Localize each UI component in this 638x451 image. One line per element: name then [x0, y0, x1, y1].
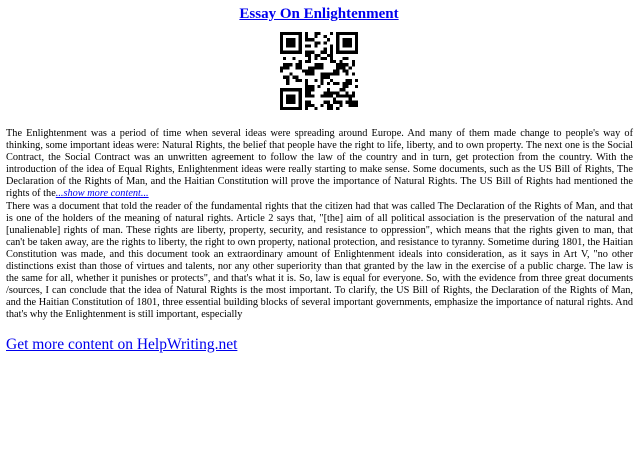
show-more-link[interactable]: ...show more content... — [55, 188, 149, 200]
paragraph — [6, 201, 633, 322]
title-link[interactable]: Essay On Enlightenment — [239, 6, 399, 22]
document-body — [6, 128, 633, 322]
page-title — [0, 5, 638, 23]
paragraph-text: The Enlightenment was a period of time when several ideas were spreading around Europe. And many of them made change to people's way of thinking, some important ideas were: Natural Rights, the belief that people have the right to life, liberty, and to own property. The next one is the Social Contract, the Social Contract was an unwritten agreement to follow the law of the country and in turn, get protection from the country. With the introduction of the idea of Equal Rights, Enlightenment ideas were really starting to make sense. Some documents, such as the US Bill of Rights, The Declaration of the Rights of Man, and the Haitian Constitution will prove the importance of Natural Rights. The US Bill of Rights had mentioned the rights of the — [6, 128, 633, 200]
qr-code-icon — [280, 32, 358, 110]
paragraph-text: There was a document that told the reader of the fundamental rights that the citizen had that was called The Declaration of the Rights of Man, and that is one of the holders of the meaning of natural rights. Article 2 says that, "[the] aim of all political association is the preservation of the natural and [unalienable] rights of man. These rights are liberty, property, security, and resistance to oppression", which means that the rights given to man, that can't be taken away, are the rights to liberty, the right to own property, national protection, and resistance to tyranny. Sometime during 1801, the Haitian Constitution was made, and this document took an extraordinary amount of Enlightenment ideals into consideration, as it says in Art V, "no other distinctions exist than those of virtues and talents, nor any other superiority than that granted by the law in the exercise of a public charge. The law is the same for all, whether it punishes or protects", and that's what it is. So, law is equal for everyone. So, with the evidence from three great documents /sources, I can conclude that the idea of Natural Rights is the most important. To clarify, the US Bill of Rights, the Declaration of the Rights of Man, and the Haitian Constitution of 1801, three essential building blocks of several important governments, emphasize the importance of natural rights. And that's why the Enlightenment is still important, especially — [6, 200, 633, 321]
footer — [6, 336, 237, 354]
paragraph — [6, 128, 633, 201]
get-more-content-link[interactable]: Get more content on HelpWriting.net — [6, 336, 238, 353]
